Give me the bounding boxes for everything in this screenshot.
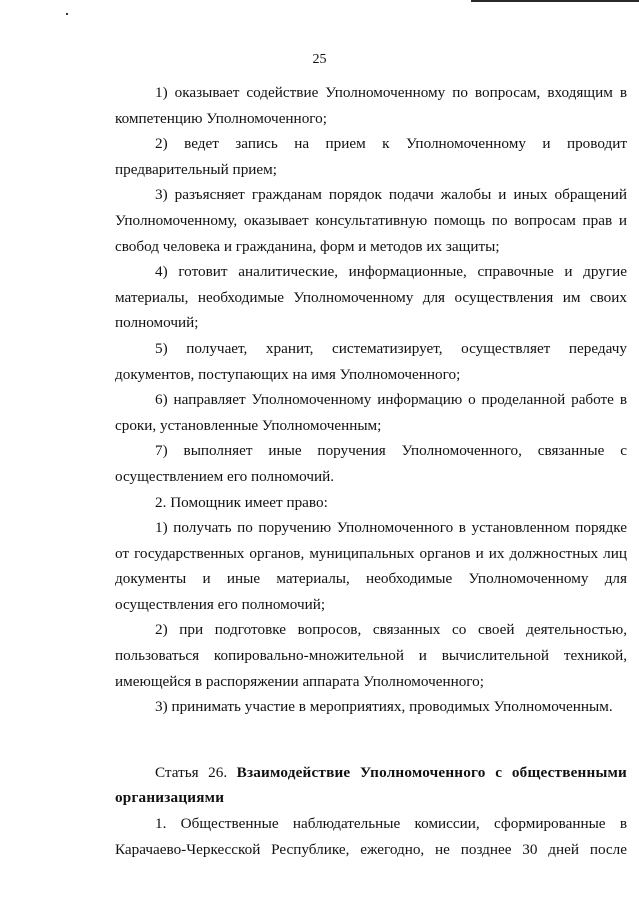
article-heading (115, 760, 627, 811)
article-label: Статья 26. (155, 763, 228, 781)
paragraph: 7) выполняет иные поручения Уполномоченного, связанные с осуществлением его полномочий. (115, 442, 627, 485)
paragraph: 2) ведет запись на прием к Уполномоченному и проводит предварительный прием; (115, 135, 627, 178)
paragraph: 3) принимать участие в мероприятиях, проводимых Уполномоченным. (155, 698, 613, 716)
paragraph: 1) получать по поручению Уполномоченного в установленном порядке от государственных органов, муниципальных органов и их должностных лиц документы и иные материалы, необходимые Уполномоченному для осуществления его полномочий; (115, 519, 627, 613)
scan-edge-mark (471, 0, 639, 2)
paragraph: 2. Помощник имеет право: (155, 493, 328, 511)
paragraph: 6) направляет Уполномоченному информацию о проделанной работе в сроки, установленные Уполномоченным; (115, 391, 627, 434)
scan-speck (66, 13, 68, 15)
paragraph: 4) готовит аналитические, информационные, справочные и другие материалы, необходимые Уполномоченному для осуществления им своих полномочий; (115, 263, 627, 332)
paragraph: 1) оказывает содействие Уполномоченному по вопросам, входящим в компетенцию Уполномоченного; (115, 84, 627, 127)
paragraph: 5) получает, хранит, систематизирует, осуществляет передачу документов, поступающих на имя Уполномоченного; (115, 339, 627, 383)
document-body (115, 80, 627, 862)
paragraph: 2) при подготовке вопросов, связанных со своей деятельностью, пользоваться копировально-множительной и вычислительной техникой, имеющейся в распоряжении аппарата Уполномоченного; (115, 621, 627, 690)
paragraph: 1. Общественные наблюдательные комиссии, сформированные в Карачаево-Черкесской Республике, ежегодно, не позднее 30 дней после (115, 815, 627, 858)
article-title: Взаимодействие Уполномоченного с общественными организациями (115, 763, 627, 807)
page-number: 25 (312, 52, 327, 67)
paragraph: 3) разъясняет гражданам порядок подачи жалобы и иных обращений Уполномоченному, оказывает консультативную помощь по вопросам прав и свобод человека и гражданина, форм и методов их защиты; (115, 186, 627, 255)
